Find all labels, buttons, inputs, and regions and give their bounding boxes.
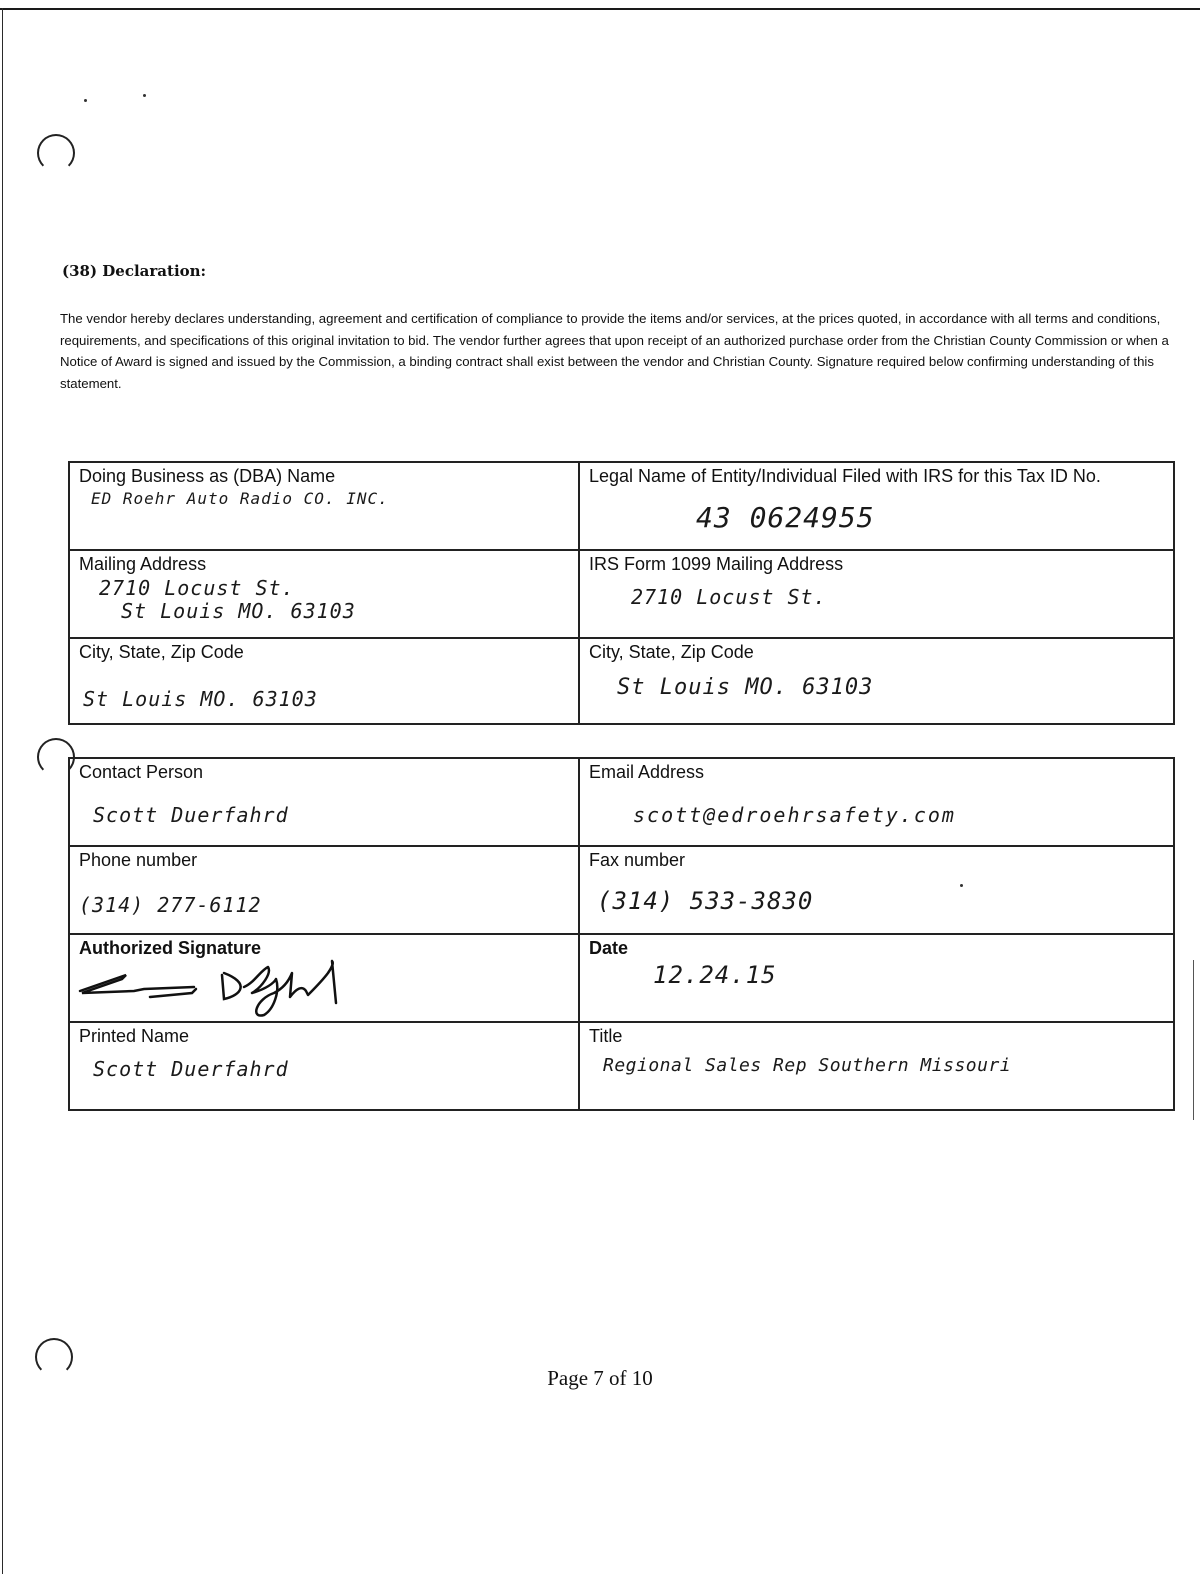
- handwritten-signature: [74, 953, 394, 1023]
- contact-person-value: Scott Duerfahrd: [93, 803, 289, 827]
- mailing-address-line2: St Louis MO. 63103: [121, 599, 356, 623]
- city-state-zip-value: St Louis MO. 63103: [83, 687, 318, 711]
- authorized-signature-cell[interactable]: [69, 934, 579, 1022]
- mailing-address-line1: 2710 Locust St.: [99, 576, 295, 600]
- city-state-zip-cell-2[interactable]: [579, 638, 1174, 724]
- authorized-signature-label: Authorized Signature: [79, 938, 262, 958]
- scan-speck: [84, 99, 87, 102]
- dba-cell[interactable]: [69, 462, 579, 550]
- date-label: Date: [589, 938, 629, 958]
- punch-hole-top: [37, 134, 75, 172]
- city-state-zip-cell[interactable]: [69, 638, 579, 724]
- contact-person-cell[interactable]: [69, 758, 579, 846]
- title-label: Title: [589, 1026, 623, 1046]
- fax-cell[interactable]: [579, 846, 1174, 934]
- irs-address-cell[interactable]: [579, 550, 1174, 638]
- email-cell[interactable]: [579, 758, 1174, 846]
- date-cell[interactable]: [579, 934, 1174, 1022]
- phone-value: (314) 277-6112: [79, 893, 262, 917]
- contact-info-table: [68, 757, 1175, 1111]
- legal-name-label: Legal Name of Entity/Individual Filed with IRS for this Tax ID No.: [589, 466, 1101, 486]
- scan-speck: [143, 94, 146, 97]
- printed-name-label: Printed Name: [79, 1026, 190, 1046]
- mailing-address-cell[interactable]: [69, 550, 579, 638]
- section-title: (38) Declaration:: [62, 262, 207, 280]
- city-state-zip-label-2: City, State, Zip Code: [589, 642, 754, 662]
- printed-name-cell[interactable]: [69, 1022, 579, 1110]
- mailing-address-label: Mailing Address: [79, 554, 207, 574]
- fax-value: (314) 533-3830: [597, 887, 814, 915]
- irs-address-value: 2710 Locust St.: [631, 585, 827, 609]
- fax-label: Fax number: [589, 850, 686, 870]
- phone-cell[interactable]: [69, 846, 579, 934]
- phone-label: Phone number: [79, 850, 198, 870]
- scan-border-top: [0, 8, 1200, 10]
- declaration-text: The vendor hereby declares understanding, agreement and certification of compliance to provide the items and/or services, at the prices quoted, in accordance with all terms and conditions, requirements, and specifications of this original invitation to bid. The vendor further agrees that upon receipt of an authorized purchase order from the Christian County Commission or when a Notice of Award is signed and issued by the Commission, a binding contract shall exist between the vendor and Christian County. Signature required below confirming understanding of this statement.: [60, 311, 1169, 391]
- legal-name-cell[interactable]: [579, 462, 1174, 550]
- email-label: Email Address: [589, 762, 705, 782]
- legal-name-value: 43 0624955: [696, 501, 875, 534]
- title-value: Regional Sales Rep Southern Missouri: [603, 1055, 1012, 1076]
- email-value: scott@edroehrsafety.com: [633, 803, 956, 827]
- dba-label: Doing Business as (DBA) Name: [79, 466, 336, 486]
- irs-address-label: IRS Form 1099 Mailing Address: [589, 554, 844, 574]
- city-state-zip-label: City, State, Zip Code: [79, 642, 244, 662]
- title-cell[interactable]: [579, 1022, 1174, 1110]
- date-value: 12.24.15: [653, 961, 777, 989]
- printed-name-value: Scott Duerfahrd: [93, 1057, 289, 1081]
- page-number: Page 7 of 10: [547, 1366, 653, 1390]
- contact-person-label: Contact Person: [79, 762, 204, 782]
- dba-value: ED Roehr Auto Radio CO. INC.: [91, 489, 389, 508]
- city-state-zip-value-2: St Louis MO. 63103: [617, 675, 874, 700]
- scan-border-right: [1193, 960, 1194, 1120]
- vendor-info-table: [68, 461, 1175, 725]
- scan-border-left: [2, 8, 3, 1574]
